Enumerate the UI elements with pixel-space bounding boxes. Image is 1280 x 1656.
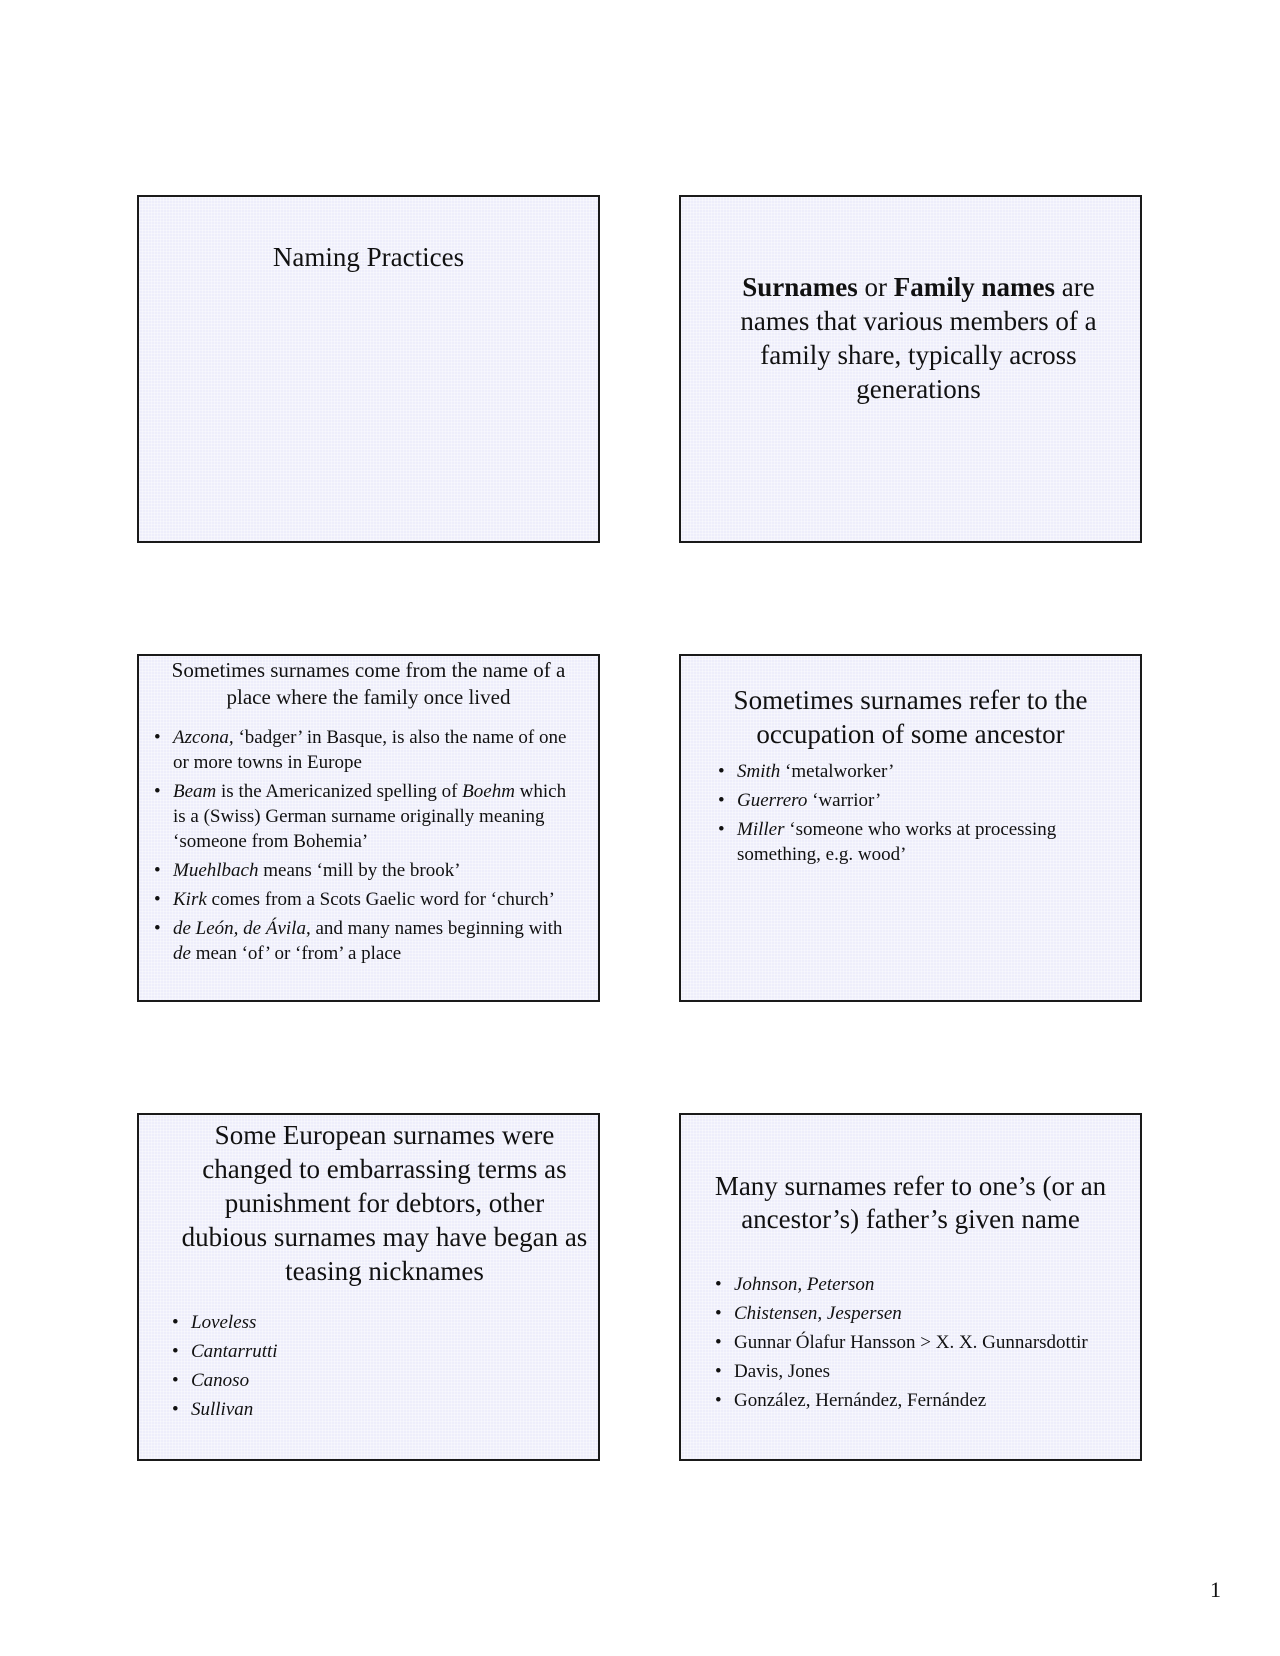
connector-or: or xyxy=(857,272,894,302)
slide-place-surnames xyxy=(137,654,600,1002)
list-item xyxy=(700,1388,1110,1413)
surname-example: Canoso xyxy=(191,1370,250,1391)
surname-example: Azcona, xyxy=(173,727,234,748)
list-item xyxy=(700,1330,1110,1355)
list-item xyxy=(157,1339,588,1364)
item-text: which is a (Swiss) German surname originally meaning ‘someone from Bohemia’ xyxy=(173,781,567,852)
term-family-names: Family names xyxy=(893,272,1056,302)
slide-surnames-definition xyxy=(679,195,1142,543)
surname-example: Beam xyxy=(173,781,217,802)
list-item xyxy=(139,887,576,912)
list-item xyxy=(700,1272,1110,1297)
list-item xyxy=(703,788,1110,813)
item-text: González, Hernández, Fernández xyxy=(734,1390,987,1411)
slide-title: Sometimes surnames come from the name of a place where the family once lived xyxy=(171,658,566,709)
definition-text xyxy=(681,197,1140,406)
surname-example: Sullivan xyxy=(191,1399,254,1420)
surname-example: Guerrero xyxy=(737,790,808,811)
bullet-list xyxy=(681,751,1140,867)
item-text: ‘badger’ in Basque, is also the name of one or more towns in Europe xyxy=(173,727,567,773)
list-item xyxy=(700,1301,1110,1326)
slide-patronymic-surnames xyxy=(679,1113,1142,1461)
slide-title: Sometimes surnames refer to the occupation of some ancestor xyxy=(733,685,1088,749)
item-text: means ‘mill by the brook’ xyxy=(258,860,461,881)
slide-occupation-surnames xyxy=(679,654,1142,1002)
surname-example: Smith xyxy=(737,761,781,782)
surname-example: Chistensen, Jespersen xyxy=(734,1303,902,1324)
slide-title: Some European surnames were changed to embarrassing terms as punishment for debtors, other dubious surnames may have began as teasing nicknames xyxy=(181,1120,588,1286)
item-text: mean ‘of’ or ‘from’ a place xyxy=(190,943,402,964)
surname-example: Johnson, Peterson xyxy=(734,1274,875,1295)
page-number: 1 xyxy=(1210,1577,1221,1602)
surname-example: Muehlbach xyxy=(173,860,259,881)
slide-embarrassing-surnames xyxy=(137,1113,600,1461)
item-text: comes from a Scots Gaelic word for ‘church’ xyxy=(206,889,555,910)
list-item xyxy=(157,1368,588,1393)
item-text: Gunnar Ólafur Hansson > X. X. Gunnarsdottir xyxy=(734,1332,1088,1353)
item-text: ‘someone who works at processing something, e.g. wood’ xyxy=(737,819,1057,865)
list-item xyxy=(139,725,576,775)
list-item xyxy=(139,779,576,854)
item-text: Davis, Jones xyxy=(734,1361,831,1382)
list-item xyxy=(139,858,576,883)
surname-example: Kirk xyxy=(173,889,207,910)
definition-body: are names that various members of a family share, typically across generations xyxy=(740,272,1097,404)
list-item xyxy=(703,759,1110,784)
list-item xyxy=(157,1310,588,1335)
slide-naming-practices xyxy=(137,195,600,543)
list-item xyxy=(703,817,1110,867)
slide-title: Naming Practices xyxy=(272,242,465,272)
surname-example: Loveless xyxy=(191,1312,257,1333)
surname-example: de León, de Ávila xyxy=(173,918,306,939)
slide-title: Many surnames refer to one’s (or an ancestor’s) father’s given name xyxy=(714,1171,1107,1234)
item-text: ‘metalworker’ xyxy=(780,761,895,782)
list-item xyxy=(139,916,576,966)
surname-example: Miller xyxy=(737,819,785,840)
surname-example: Cantarrutti xyxy=(191,1341,278,1362)
item-text: is the Americanized spelling of xyxy=(216,781,463,802)
bullet-list xyxy=(139,1288,598,1422)
bullet-list xyxy=(139,711,598,966)
surname-example: Boehm xyxy=(462,781,515,802)
list-item xyxy=(700,1359,1110,1384)
item-text: ‘warrior’ xyxy=(807,790,882,811)
surname-example: de xyxy=(173,943,191,964)
term-surnames: Surnames xyxy=(742,272,858,302)
bullet-list xyxy=(681,1236,1140,1413)
item-text: , and many names beginning with xyxy=(305,918,563,939)
list-item xyxy=(157,1397,588,1422)
